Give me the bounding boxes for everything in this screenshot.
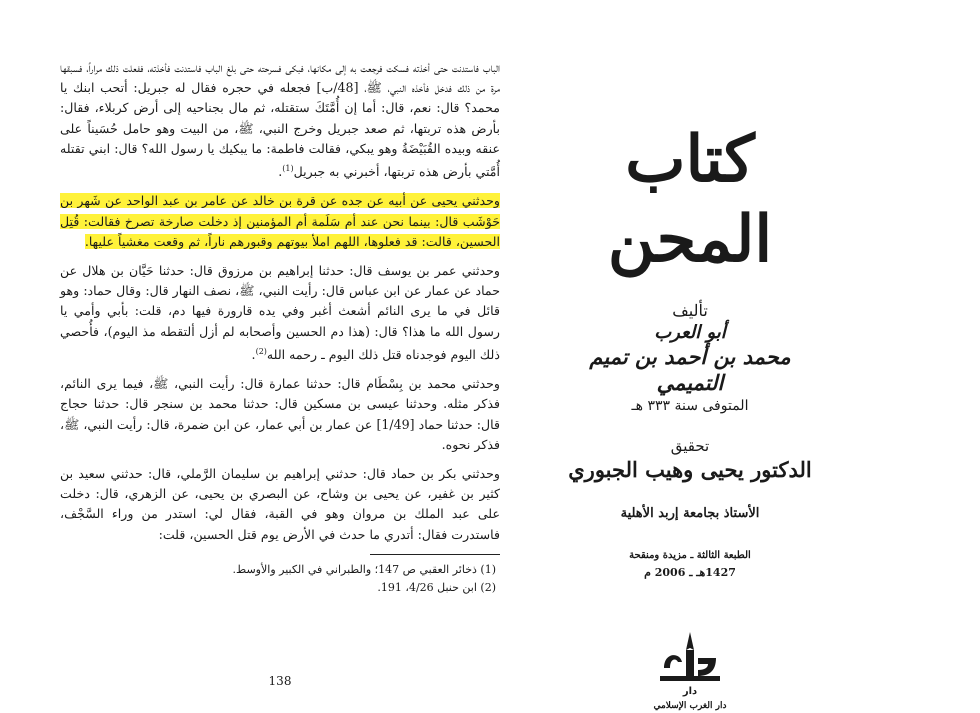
author-kunya: أبو العرب bbox=[654, 322, 726, 343]
author-death-date: المتوفى سنة ٣٣٣ هـ bbox=[631, 398, 749, 414]
publisher-name: دار الغرب الإسلامي bbox=[653, 701, 727, 711]
text-page bbox=[60, 58, 500, 698]
author-label: تأليف bbox=[672, 301, 708, 320]
edition-year: 1427هـ ـ 2006 م bbox=[644, 566, 736, 579]
paragraph-1-tail: . bbox=[278, 164, 283, 180]
paragraph-4-text: وحدثني محمد بن بِسْطَام قال: حدثنا عمارة قال: رأيت النبي، ﷺ، فيما يرى النائم، فذكر مثله. وحدثنا عيسى بن مسكين قال: حدثنا محمد بن سنجر قال: حدثنا حجاج قال: حدثنا حماد [1/49] عن عمار بن أبي عمار، عن ابن ضمرة، قال: رأيت النبي، ﷺ، فذكر نحوه. bbox=[60, 376, 500, 452]
paragraph-4 bbox=[60, 374, 500, 455]
title-page bbox=[560, 120, 820, 711]
paragraph-3 bbox=[60, 261, 500, 365]
footnote-divider bbox=[370, 554, 500, 555]
publisher-logo-text: دار bbox=[682, 686, 698, 697]
paragraph-2 bbox=[60, 191, 500, 252]
book-title: كتاب المحن bbox=[607, 122, 773, 277]
edition-note: الطبعة الثالثة ـ مزيدة ومنقحة bbox=[629, 550, 751, 561]
editor-name: الدكتور يحيى وهيب الجبوري bbox=[568, 457, 812, 482]
editor-label: تحقيق bbox=[670, 437, 710, 455]
paragraph-1-text: الباب فاستدنت حتى أخذته فسكت فرجعت به إلى مكانها، فبكى فسرحته حتى بلغ الباب فاستدنت فأخذته، ففعلت ذلك مراراً، فسبقها مرة من ذلك فدخل فأخذه النبي، ﷺ، [48/ب] فجعله في حجره فقال له جبريل: أتحب ابنك يا محمد؟ قال: نعم، قال: أما إن أُمَّتَكَ ستقتله، ثم مال بجناحيه إلى أرض كربلاء، فقال: بأرض هذه تربتها، ثم صعد جبريل وخرج النبي، ﷺ، من البيت وهو حامل حُسَيناً على عنقه وبيده القُبَيْضَةُ وهو يبكي، فقالت فاطمة: ما يبكيك يا رسول الله؟ قال: ابني تقتله أُمَّتي بأرض هذه تربتها، أخبرني به جبريل bbox=[60, 60, 500, 180]
author-name: محمد بن أحمد بن تميم التميمي bbox=[589, 344, 791, 395]
paragraph-1 bbox=[60, 58, 500, 182]
paragraph-3-tail: . bbox=[251, 347, 256, 363]
paragraph-5 bbox=[60, 464, 500, 545]
paragraph-5-text: وحدثني بكر بن حماد قال: حدثني إبراهيم بن سليمان الرَّملي، قال: حدثني سعيد بن كثير بن غفير، عن يحيى بن وشاح، عن البصري بن يحيى، عن الزهري، قال: دخلت على عبد الملك بن مروان وهو في القبة، فقال لي: استدر من وراء السَّجْف، فاستدرت فقال: أتدري ما حدث في الأرض يوم قتل الحسين، قلت: bbox=[60, 466, 500, 542]
footnote-ref-1: (1) bbox=[282, 164, 294, 174]
editor-affiliation: الأستاذ بجامعة إربد الأهلية bbox=[620, 506, 760, 521]
footnote-2: (2) ابن حنبل 4/26، 191. bbox=[377, 580, 496, 594]
paragraph-3-text: وحدثني عمر بن يوسف قال: حدثنا إبراهيم بن مرزوق قال: حدثنا حَيَّان بن هلال عن حماد عن عمار عن ابن عباس قال: رأيت النبي، ﷺ، نصف النهار قال: وقال حماد: وهو قائل في ما يرى النائم أشعث أغبر وفي يده قارورة فيها دم، قلت: بأبي وأمي يا رسول الله ما هذا؟ قال: (هذا دم الحسين وأصحابه لم أزل ألتقطه مذ اليوم)، فأُحصي ذلك اليوم فوجدناه قتل ذلك اليوم ـ رحمه الله bbox=[60, 263, 500, 363]
footnote-ref-2: (2) bbox=[255, 346, 267, 356]
highlighted-passage: وحدثني يحيى عن أبيه عن جده عن قرة بن خالد عن عامر بن عبد الواحد عن شَهر بن حَوْشَب قال: بينما نحن عند أم سَلَمة أم المؤمنين إذ دخلت صارخة تصرخ فقالت: قُتِل الحسين، قالت: قد فعلوها، اللهم املأ بيوتهم وقبورهم ناراً، ثم وقعت مغشياً عليها. bbox=[60, 193, 500, 249]
page-number: 138 bbox=[268, 674, 292, 688]
publisher-logo-icon bbox=[650, 628, 730, 698]
footnote-1: (1) ذخائر العقبي ص 147؛ والطبراني في الكبير والأوسط. bbox=[232, 562, 496, 576]
